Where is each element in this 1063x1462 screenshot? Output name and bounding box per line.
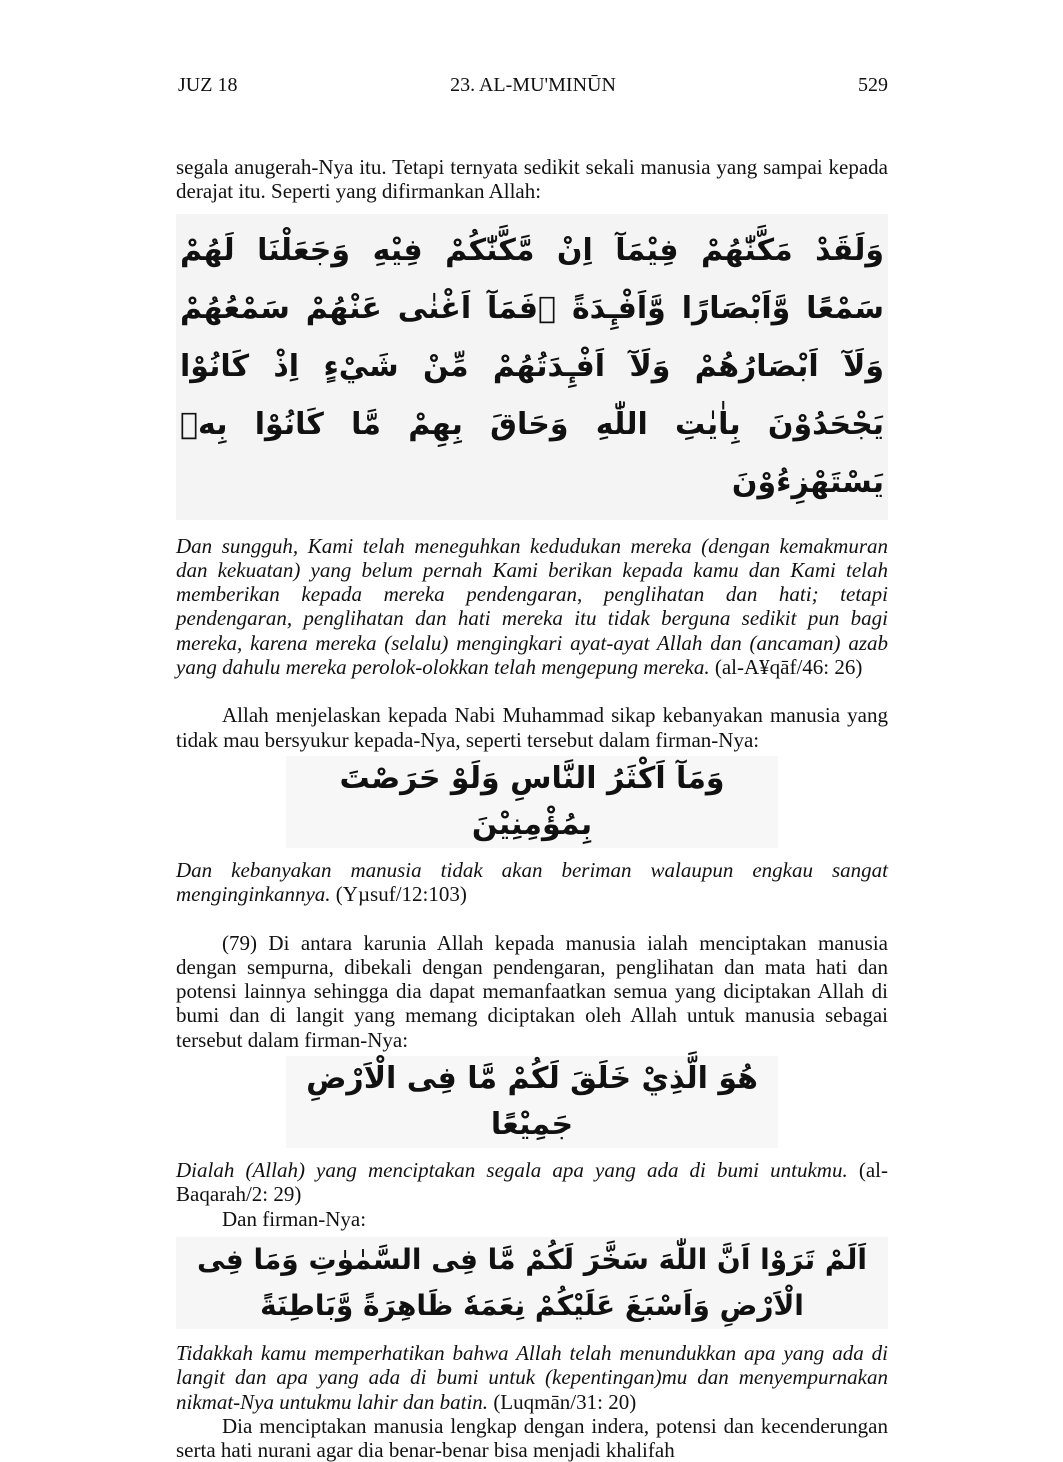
verse-reference: (al-Baqarah/2: 29) — [176, 1158, 888, 1207]
page-body — [176, 155, 888, 1462]
paragraph-firman: Dan firman-Nya: — [222, 1206, 367, 1231]
arabic-verse-yusuf: وَمَآ اَكْثَرُ النَّاسِ وَلَوْ حَرَصْتَ بِمُؤْمِنِيْنَ — [286, 756, 778, 848]
arabic-verse-ahqaf: وَلَقَدْ مَكَّنّٰهُمْ فِيْمَآ اِنْ مَّكَّنّٰكُمْ فِيْهِ وَجَعَلْنَا لَهُمْ سَمْعًا وَّاَبْصَارًا وَّاَفْـِٕدَةً ۖفَمَآ اَغْنٰى عَنْهُمْ سَمْعُهُمْ وَلَآ اَبْصَارُهُمْ وَلَآ اَفْـِٕدَتُهُمْ مِّنْ شَيْءٍ اِذْ كَانُوْا يَجْحَدُوْنَ بِاٰيٰتِ اللّٰهِ وَحَاقَ بِهِمْ مَّا كَانُوْا بِهٖ يَسْتَهْزِءُوْنَ — [176, 214, 888, 520]
translation-text: Dan kebanyakan manusia tidak akan beriman walaupun engkau sangat menginginkannya. — [176, 857, 888, 907]
verse-reference: (al-A¥qāf/46: 26) — [709, 655, 863, 680]
translation-ahqaf — [176, 534, 888, 680]
translation-luqman — [176, 1341, 888, 1414]
arabic-verse-baqarah: هُوَ الَّذِيْ خَلَقَ لَكُمْ مَّا فِى الْاَرْضِ جَمِيْعًا — [286, 1056, 778, 1148]
header-chapter-title: 23. AL-MU'MINŪN — [450, 74, 616, 96]
verse-reference: (Luqmān/31: 20) — [488, 1389, 637, 1414]
page-number: 529 — [858, 74, 888, 96]
translation-text: Dan sungguh, Kami telah meneguhkan kedudukan mereka (dengan kemakmuran dan kekuatan) yang belum pernah Kami berikan kepada kamu dan Kami telah memberikan kepada mereka pendengaran, penglihatan dan hati; tetapi pendengaran, penglihatan dan hati mereka itu tidak berguna sedikit pun bagi mereka, karena mereka (selalu) mengingkari ayat-ayat Allah dan (ancaman) azab yang dahulu mereka perolok-olokkan telah mengepung mereka. — [176, 533, 888, 680]
page-header — [178, 74, 888, 104]
translation-baqarah — [176, 1158, 888, 1207]
translation-text: Tidakkah kamu memperhatikan bahwa Allah telah menundukkan apa yang ada di langit dan apa yang ada di bumi untuk (kepentingan)mu dan menyempurnakan nikmat-Nya untukmu lahir dan batin. — [176, 1340, 888, 1414]
header-juz: JUZ 18 — [178, 74, 238, 96]
translation-yusuf — [176, 858, 888, 907]
verse-reference: (Yµsuf/12:103) — [330, 882, 467, 907]
arabic-verse-luqman: اَلَمْ تَرَوْا اَنَّ اللّٰهَ سَخَّرَ لَكُمْ مَّا فِى السَّمٰوٰتِ وَمَا فِى الْاَرْضِ وَاَسْبَغَ عَلَيْكُمْ نِعَمَهٗ ظَاهِرَةً وَّبَاطِنَةً — [176, 1237, 888, 1329]
paragraph-explanation: Allah menjelaskan kepada Nabi Muhammad sikap kebanyakan manusia yang tidak mau bersyukur kepada-Nya, seperti tersebut dalam firman-Nya: — [176, 703, 888, 752]
translation-text: Dialah (Allah) yang menciptakan segala apa yang ada di bumi untukmu. — [176, 1158, 848, 1183]
paragraph-continuation: segala anugerah-Nya itu. Tetapi ternyata sedikit sekali manusia yang sampai kepada derajat itu. Seperti yang difirmankan Allah: — [176, 155, 888, 204]
paragraph-closing: Dia menciptakan manusia lengkap dengan indera, potensi dan kecenderungan serta hati nurani agar dia benar-benar bisa menjadi khalifah — [176, 1413, 888, 1462]
paragraph-commentary-79: (79) Di antara karunia Allah kepada manusia ialah menciptakan manusia dengan sempurna, dibekali dengan pendengaran, penglihatan dan mata hati dan potensi lainnya sehingga dia dapat memanfaatkan semua yang diciptakan Allah di bumi dan di langit yang memang diciptakan oleh Allah untuk manusia sebagai tersebut dalam firman-Nya: — [176, 930, 888, 1052]
